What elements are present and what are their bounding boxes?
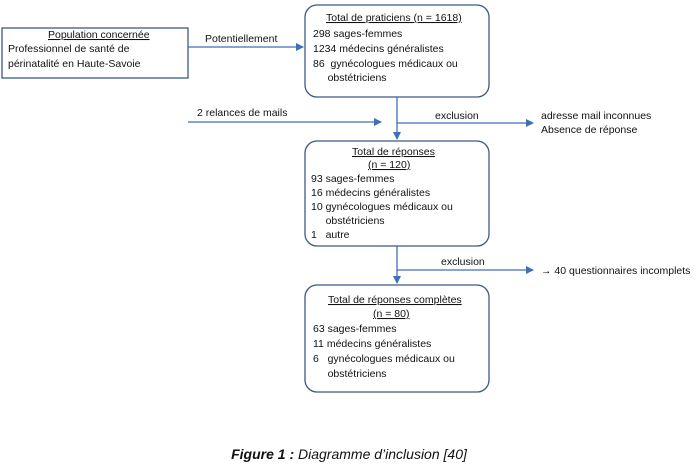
population-title: Population concernée [48,29,150,41]
completes-subtitle: (n = 80) [373,308,410,320]
figure-caption [0,446,698,462]
population-line-1: Professionnel de santé de [8,43,130,55]
caption-label: Figure 1 : [231,446,295,462]
completes-line-1: 63 sages-femmes [313,323,397,335]
label-exclusion-2: exclusion [441,256,485,268]
reponses-line-1: 93 sages-femmes [311,173,395,185]
caption-text: Diagramme d’inclusion [40] [294,446,467,462]
praticiens-title: Total de praticiens (n = 1618) [326,12,462,24]
completes-line-2: 11 médecins généralistes [313,338,432,350]
reponses-line-3: 10 gynécologues médicaux ou [311,201,453,213]
reponses-line-5: 1 autre [311,229,350,241]
completes-line-4: obstétriciens [313,368,387,380]
label-exclusion-1: exclusion [435,110,479,122]
completes-title: Total de réponses complètes [328,294,462,306]
population-line-2: périnatalité en Haute-Savoie [8,58,141,70]
reponses-line-2: 16 médecins généralistes [311,187,431,199]
praticiens-line-1: 298 sages-femmes [313,28,403,40]
praticiens-line-3: 86 gynécologues médicaux ou [313,58,458,70]
reponses-subtitle: (n = 120) [368,159,411,171]
completes-line-3: 6 gynécologues médicaux ou [313,353,455,365]
praticiens-line-2: 1234 médecins généralistes [313,43,444,55]
exclusion-1-result-line-1: adresse mail inconnues [541,110,652,122]
label-relances: 2 relances de mails [197,107,288,119]
praticiens-line-4: obstétriciens [313,72,387,84]
label-potentiellement: Potentiellement [205,33,278,45]
exclusion-1-result-line-2: Absence de réponse [541,124,638,136]
reponses-line-4: obstétriciens [311,215,385,227]
reponses-title: Total de réponses [352,146,435,158]
exclusion-2-result: → 40 questionnaires incomplets [541,265,691,277]
